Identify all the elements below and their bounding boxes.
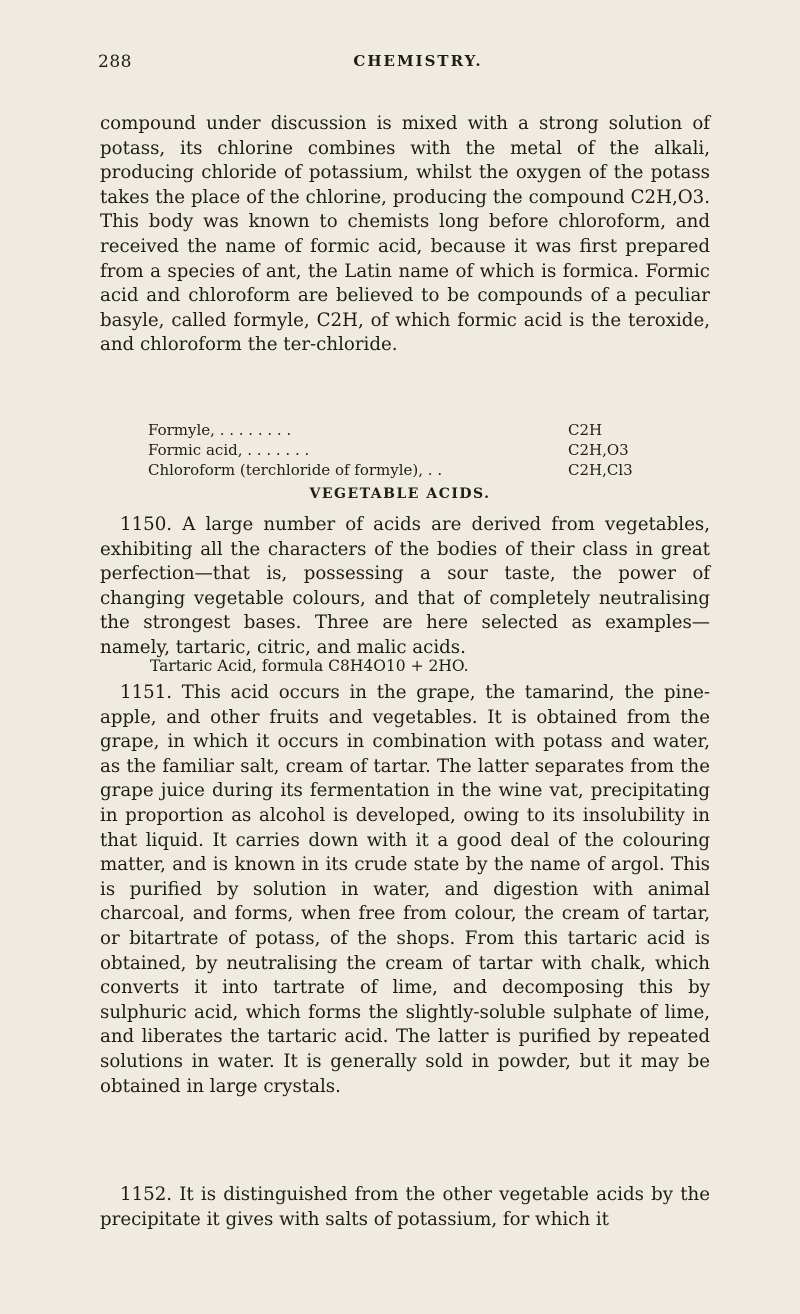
compound-name: Formic acid, . . . . . . .	[148, 441, 310, 459]
paragraph-1152	[100, 1183, 710, 1232]
opening-paragraph	[100, 112, 710, 358]
table-row	[148, 420, 688, 440]
section-title: VEGETABLE ACIDS.	[309, 486, 491, 502]
compound-formula: C2H,O3	[568, 441, 629, 459]
paragraph-1150	[100, 513, 710, 661]
paragraph-1151-text: 1151. This acid occurs in the grape, the tamarind, the pine-apple, and other fruits and vegetables. It is obtained from the grape, in which it occurs in combination with potass and water, as the familiar salt, cream of tartar. The latter separates from the grape juice during its fermentation in the wine vat, precipitating in proportion as alcohol is developed, owing to its insolubility in that liquid. It carries down with it a good deal of the colouring matter, and is known in its crude state by the name of argol. This is purified by solution in water, and digestion with animal charcoal, and forms, when free from colour, the cream of tartar, or bitartrate of potass, of the shops. From this tartaric acid is obtained, by neutralising the cream of tartar with chalk, which converts it into tartrate of lime, and decomposing this by sulphuric acid, which forms the slightly-soluble sulphate of lime, and liberates the tartaric acid. The latter is purified by repeated solutions in water. It is generally sold in powder, but it may be obtained in large crystals.	[100, 682, 710, 1097]
tartaric-acid-heading: Tartaric Acid, formula C8H4O10 + 2HO.	[150, 657, 469, 675]
table-row	[148, 460, 688, 480]
page-header	[98, 52, 738, 82]
table-row	[148, 440, 688, 460]
compound-name: Chloroform (terchloride of formyle), . .	[148, 461, 443, 479]
paragraph-1151	[100, 681, 710, 1099]
paragraph-1152-text: 1152. It is distinguished from the other vegetable acids by the precipitate it gives with salts of potassium, for which it	[100, 1184, 710, 1230]
page-number: 288	[98, 52, 132, 72]
compound-formula: C2H,Cl3	[568, 461, 633, 479]
running-head: CHEMISTRY.	[353, 52, 483, 70]
compound-formula: C2H	[568, 421, 603, 439]
paragraph-1150-text: 1150. A large number of acids are derived from vegetables, exhibiting all the characters of the bodies of their class in great perfection—that is, possessing a sour taste, the power of changing vegetable colours, and that of completely neutralising the strongest bases. Three are here selected as examples—namely, tartaric, citric, and malic acids.	[100, 514, 710, 658]
compound-name: Formyle, . . . . . . . .	[148, 421, 292, 439]
opening-paragraph-text: compound under discussion is mixed with a strong solution of potass, its chlorine combines with the metal of the alkali, producing chloride of potassium, whilst the oxygen of the potass takes the place of the chlorine, producing the compound C2H,O3. This body was known to chemists long before chloroform, and received the name of formic acid, because it was first prepared from a species of ant, the Latin name of which is formica. Formic acid and chloroform are believed to be compounds of a peculiar basyle, called formyle, C2H, of which formic acid is the teroxide, and chloroform the ter-chloride.	[100, 113, 710, 356]
compounds-table	[148, 420, 688, 480]
